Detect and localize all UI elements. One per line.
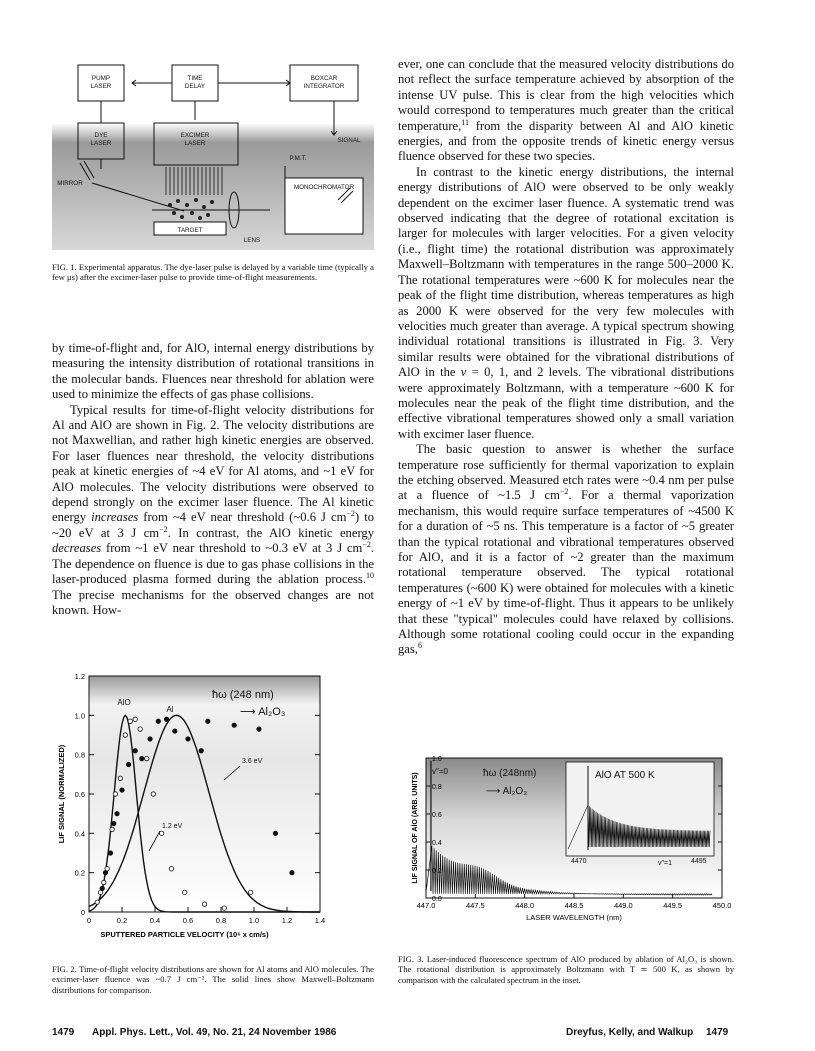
fig2-point-al [186,737,190,741]
fig2-point-al [164,717,168,721]
fig2-y-tick-label: 0.6 [74,790,85,799]
right-column-text [398,57,734,658]
fig3-x-tick-label: 448.5 [564,901,584,910]
fig2-y-tick-label: 0.4 [74,829,85,839]
fig2-label-target: ⟶ Al₂O₃ [240,706,286,718]
fig1-label-mirror: MIRROR [57,180,83,187]
fig2-point-alo [151,792,155,796]
fig2-point-alo [133,717,137,721]
fig3-x-axis-label: LASER WAVELENGTH (nm) [526,913,622,922]
fig2-annotation-3-6ev: 3.6 eV [242,758,263,765]
fig2-y-tick-label: 0 [80,908,85,917]
footer-page-right: 1479 [706,1027,729,1038]
fig2-point-al [206,719,210,723]
fig2-x-tick-label: 0.4 [149,916,161,925]
fig2-point-alo [128,719,132,723]
fig2-point-alo [118,776,122,780]
fig2-point-al [173,729,177,733]
fig3-x-tick-label: 447.5 [465,901,485,910]
fig2-point-alo [138,727,142,731]
fig2-point-alo [113,792,117,796]
footer-journal: Appl. Phys. Lett., Vol. 49, No. 21, 24 November 1986 [92,1027,337,1038]
fig3-inset-x-left: 4470 [571,858,587,865]
footer-authors: Dreyfus, Kelly, and Walkup [566,1027,694,1038]
fig2-point-al [108,851,112,855]
fig3-y-tick-label: 0.0 [432,896,442,903]
fig2-point-al [148,737,152,741]
fig2-y-tick-label: 0.8 [74,750,85,760]
fig2-caption: FIG. 2. Time-of-flight velocity distributions are shown for Al atoms and AlO molecules. The excimer-laser fluence was ~0.7 J cm⁻². The solid lines show Maxwell–Boltzmann distributions for comparison. [52,964,374,995]
fig1-label-target: TARGET [177,227,203,234]
fig2-point-al [112,821,116,825]
fig3-y-tick-label: 0.6 [432,812,442,819]
fig2-point-al [133,749,137,753]
fig2-point-alo [95,900,99,904]
fig3-label-target: ⟶ Al₂O₃ [486,786,528,797]
fig2-x-tick-label: 0.6 [182,916,194,925]
fig2-point-alo [123,733,127,737]
fig2-point-alo [159,831,163,835]
fig2-point-alo [249,890,253,894]
fig2-x-tick-label: 1.0 [248,916,260,925]
fig3-label-hw: ħω (248nm) [483,768,537,779]
fig2-point-al [120,788,124,792]
fig2-point-al [156,719,160,723]
fig1-label-excimer-2: LASER [184,140,206,147]
fig1-label-dye-laser-1: DYE [94,132,108,139]
right-paragraph-1: ever, one can conclude that the measured velocity distributions do not reflect the surface temperature achieved by absorption of the intense UV pulse. This is clear from the high velocities which would correspond to temperatures much greater than the critical temperature,$^{11}$ from the disparity between Al and AlO kinetic energies, and from the opposite trends of kinetic energy versus fluence observed for these two species. [398,57,734,164]
fig3-x-tick-label: 450.0 [712,901,732,910]
fig1-label-pump-laser-1: PUMP [91,75,111,82]
fig2-point-al [257,727,261,731]
fig1-label-boxcar-2: INTEGRATOR [303,83,345,90]
fig2-point-alo [222,906,226,910]
fig2-label-alo: AlO [117,698,131,707]
fig2-point-alo [183,890,187,894]
fig2-point-alo [202,902,206,906]
fig3-y-tick-label: 0.2 [432,868,442,875]
fig3-inset-v1: v″=1 [658,860,672,867]
fig3-inset-x-right: 4495 [691,858,707,865]
fig2-velocity-chart [52,668,374,950]
fig1-label-dye-laser-2: LASER [90,140,112,147]
fig2-point-al [273,831,277,835]
fig1-label-pump-laser-2: LASER [90,83,112,90]
fig2-point-alo [102,880,106,884]
fig2-point-al [115,811,119,815]
fig2-y-axis-label: LIF SIGNAL (NORMALIZED) [57,744,66,844]
fig2-point-al [232,723,236,727]
fig2-point-al [126,762,130,766]
fig2-x-tick-label: 0 [86,916,92,925]
fig3-y-axis-label: LIF SIGNAL OF AlO (ARB. UNITS) [412,772,419,884]
fig3-y-tick-label: 0.8 [432,784,442,791]
fig2-label-al: Al [166,705,174,714]
fig3-y-tick-label: 1.0 [432,756,442,763]
fig3-spectrum-chart [398,752,738,944]
fig3-x-tick-label: 448.0 [515,901,535,910]
fig2-y-tick-label: 1.2 [74,672,85,681]
fig2-point-al [199,749,203,753]
fig1-label-pmt: P.M.T. [289,155,307,162]
fig2-y-tick-label: 1.0 [74,711,85,721]
fig1-label-monochromator: MONOCHROMATOR [293,184,355,191]
fig3-x-tick-label: 449.5 [663,901,683,910]
footer-page-left: 1479 [52,1027,75,1038]
fig2-point-alo [110,827,114,831]
fig1-apparatus-diagram [52,55,374,250]
fig1-caption: FIG. 1. Experimental apparatus. The dye-laser pulse is delayed by a variable time (typically a few μs) after the excimer-laser pulse to provide time-of-flight measurements. [52,262,374,283]
left-paragraph-1: by time-of-flight and, for AlO, internal energy distributions by measuring the intensity distribution of rotational transitions in the molecular bands. Fluences near threshold for ablation were used to minimize the effects of gas phase collisions. [52,341,374,402]
fig2-point-al [103,870,107,874]
fig2-point-al [290,870,294,874]
fig3-label-v0: v″=0 [432,767,448,776]
fig1-label-signal: SIGNAL [337,137,361,144]
fig2-x-tick-label: 1.2 [281,916,293,925]
fig2-point-al [100,886,104,890]
fig2-annotation-1-2ev: 1.2 eV [162,823,183,830]
fig2-x-tick-label: 0.8 [215,916,227,925]
fig2-point-alo [145,756,149,760]
fig2-point-alo [169,867,173,871]
fig2-x-tick-label: 0.2 [116,916,128,925]
fig1-label-time-delay-1: TIME [187,75,203,82]
fig3-inset-title: AlO AT 500 K [595,770,655,781]
left-paragraph-2: Typical results for time-of-flight velocity distributions for Al and AlO are shown in Fig. 2. The velocity distributions are not Maxwellian, and rather high kinetic energies are observed. For laser fluences near threshold, the velocity distributions peak at kinetic energies of ~4 eV for Al atoms, and ~1 eV for AlO molecules. The velocity distributions were observed to depend strongly on the excimer laser fluence. The Al kinetic energy increases from ~4 eV near threshold (~0.6 J $cm^{-2}$) to ~20 eV at 3 J $cm^{-2}$. In contrast, the AlO kinetic energy decreases from ~1 eV near threshold to ~0.3 eV at 3 J $cm^{-2}$. The dependence on fluence is due to gas phase collisions in the laser-produced plasma formed during the ablation process.$^{10}$ The precise mechanisms for the observed changes are not known. How- [52,402,375,617]
right-paragraph-3: The basic question to answer is whether the surface temperature rose sufficiently for thermal vaporization to explain the etching observed. Measured etch rates were ~0.4 nm per pulse at a fluence of ~1.5 J $cm^{-2}$. For a thermal vaporization mechanism, this would require surface temperatures of ~4500 K for a duration of ~5 ns. This temperature is a factor of ~5 greater than the typical rotational and vibrational temperatures observed for AlO, and it is a factor of ~2 greater than the maximum rotational temperature observed. The typical rotational temperatures (~600 K) were obtained for molecules with a kinetic energy of ~1 eV by time-of-flight. Thus it appears to be unlikely that these "typical" molecules could have relaxed by collisions. Although some rotational cooling could occur in the expanding gas,$^6$ [398,442,734,657]
fig2-label-hw: ħω (248 nm) [212,689,274,701]
fig3-x-tick-label: 447.0 [416,901,436,910]
right-paragraph-2: In contrast to the kinetic energy distributions, the internal energy distributions of AlO were observed to be only weakly dependent on the excimer laser fluence. A systematic trend was observed indicating that the degree of rotational excitation is larger for molecules with larger velocities. For a given velocity (i.e., flight time) the rotational distribution was approximately Maxwell–Boltzmann with temperatures in the range 500–2000 K. The rotational temperatures were ~600 K for molecules near the peak of the flight time distribution, whereas temperatures as high as 2000 K were observed for the very few molecules with velocities much greater than average. A typical spectrum showing individual rotational transitions is illustrated in Fig. 3. Very similar results were obtained for the vibrational distributions of AlO in the v = 0, 1, and 2 levels. The vibrational distributions were approximately Boltzmann, with a temperature ~600 K for molecules near the peak of the flight time distribution, and the effective vibrational temperatures showed only a small variation with excimer laser fluence. [398,164,734,441]
fig2-point-al [140,756,144,760]
fig3-caption: FIG. 3. Laser-induced fluorescence spectrum of AlO produced by ablation of Al₂O₃ is shown. The rotational distribution is approximately Boltzmann with T ≃ 500 K, as shown by comparison with the calculated spectrum in the inset. [398,954,734,985]
fig2-x-tick-label: 1.4 [314,916,326,925]
fig1-label-boxcar-1: BOXCAR [310,75,338,82]
fig1-label-time-delay-2: DELAY [184,83,206,90]
fig1-label-excimer-1: EXCIMER [180,132,210,139]
fig3-x-tick-label: 449.0 [613,901,633,910]
fig1-label-lens: LENS [243,237,261,244]
fig2-x-axis-label: SPUTTERED PARTICLE VELOCITY (10⁶ x cm/s) [100,930,269,939]
left-column-text [52,341,374,618]
fig3-y-tick-label: 0.4 [432,840,442,847]
fig2-y-tick-label: 0.2 [74,868,85,878]
